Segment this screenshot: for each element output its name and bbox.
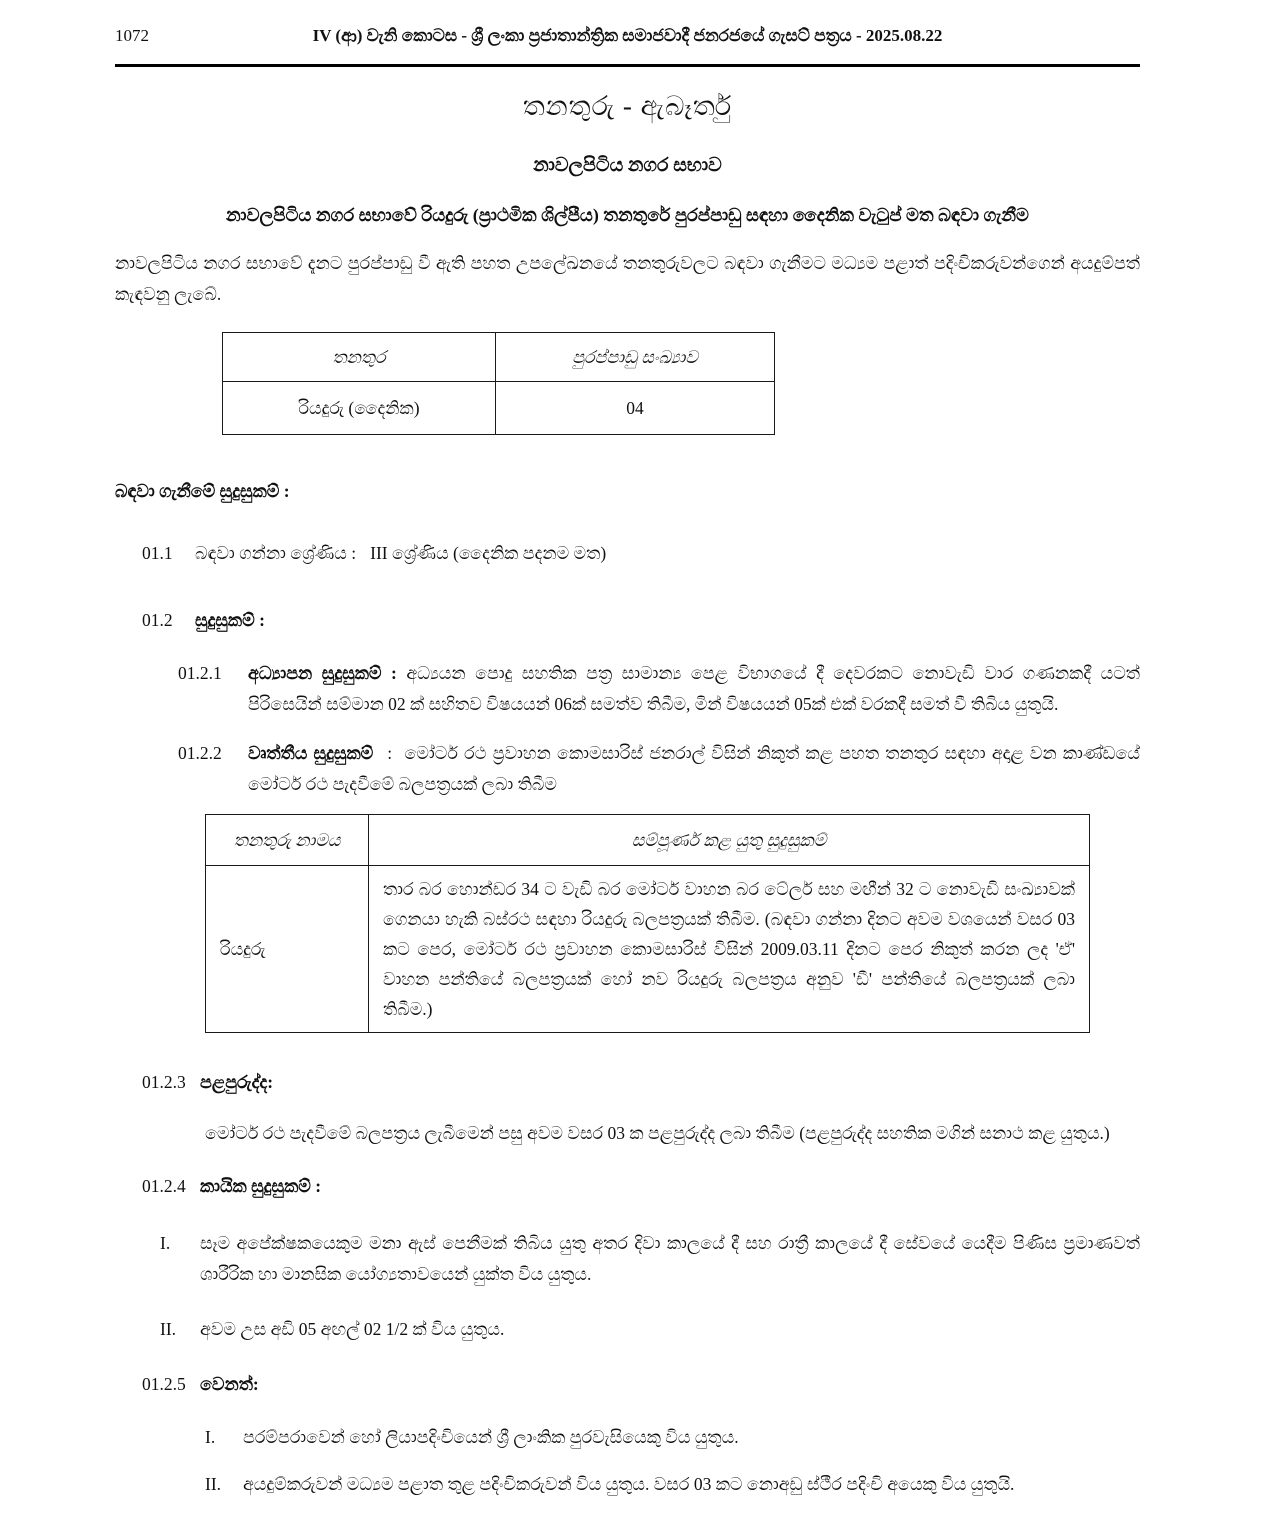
- education-text: අධ්‍යයන පොදු සහතික පත්‍ර සාමාන්‍ය පෙළ විභාගයේ දී දෙවරකට නොවැඩි වාර ගණනකදී යටත් පිරිසෙයින් සම්මාන 02 ක් සහිතව විෂයයන් 06ක් සමත්ව තිබීම, මින් විෂයයන් 05ක් එක් වරකදී සමත් වී තිබිය යුතුයි.: [248, 663, 1140, 714]
- item-text: සෑම අපේක්ෂකයෙකුම මනා ඇස් පෙනීමක් තිබිය යුතු අතර දිවා කාලයේ දී සහ රාත්‍රී කාලයේ දී සේවයේ යෙදීම පිණිස ප්‍රමාණවත් ශාරීරික හා මානසික යෝග්‍යතාවයෙන් යුක්ත විය යුතුය.: [200, 1233, 1140, 1284]
- physical-label: කායික සුදුසුකම් :: [200, 1176, 322, 1196]
- intro-paragraph: නාවලපිටිය නගර සභාවේ දැනට පුරප්පාඩු වී ඇති පහත උපලේඛනයේ තනතුරුවලට බඳවා ගැනීමට මධ්‍යම පළාත් පදිංචිකරුවන්ගෙන් අයදුම්පත් කැඳවනු ලැබේ.: [115, 253, 1140, 304]
- experience-text: මෝටර් රථ පැදවීමේ බලපත්‍රය ලැබීමෙන් පසු අවම වසර 03 ක පළපුරුද්ද ලබා තිබීම (පළපුරුද්ද සහතික මගින් සනාථ කළ යුතුය.): [205, 1123, 1110, 1143]
- vacancy-col-post: තනතුර: [223, 333, 496, 382]
- colon-separator: :: [387, 743, 393, 763]
- license-table-header-row: [206, 815, 1090, 866]
- license-col-post: තනතුරු නාමය: [206, 815, 369, 866]
- item-numeral: I.: [160, 1233, 171, 1253]
- council-name: නාවලපිටිය නගර සභාව: [533, 155, 722, 176]
- section-text: [195, 538, 1140, 569]
- vacancy-count-cell: 04: [496, 382, 775, 435]
- section-01-2: [142, 605, 1140, 636]
- physical-item-2: [160, 1314, 1140, 1345]
- item-text: පරම්පරාවෙන් හෝ ලියාපදිංචියෙන් ශ්‍රී ලාංකික පුරවැසියෙකු විය යුතුය.: [243, 1427, 739, 1447]
- vacancy-table-header-row: [223, 333, 775, 382]
- section-number: 01.2: [142, 610, 173, 630]
- vacancy-table: [222, 332, 775, 435]
- license-table: [205, 814, 1090, 1033]
- section-number: 01.2.5: [142, 1374, 186, 1394]
- grade-value: III ශ්‍රේණිය (දෛනික පදනම මත): [370, 543, 607, 563]
- vacancy-post-cell: රියදුරු (දෛනික): [223, 382, 496, 435]
- section-01-2-5: [142, 1369, 1140, 1400]
- education-label: අධ්‍යාපන සුදුසුකම් :: [248, 663, 397, 683]
- item-numeral: II.: [160, 1319, 177, 1339]
- page-number: 1072: [115, 26, 149, 45]
- page-header: [115, 26, 1140, 52]
- section-number: 01.2.2: [178, 743, 222, 763]
- table-row: [223, 382, 775, 435]
- license-post-cell: රියදුරු: [206, 866, 369, 1033]
- gazette-running-title: IV (ආ) වැනි කොටස - ශ්‍රී ලංකා ප්‍රජාතාන්ත්‍රික සමාජවාදී ජනරජයේ ගැසට් පත්‍රය - 2025.08.22: [312, 26, 943, 45]
- section-01-2-3: [142, 1067, 1140, 1098]
- section-01-2-1: [178, 658, 1140, 720]
- other-label: වෙනත්:: [200, 1374, 259, 1394]
- section-number: 01.2.1: [178, 663, 222, 683]
- vacancy-col-count: පුරප්පාඩු සංඛ්‍යාව: [496, 333, 775, 382]
- item-numeral: I.: [205, 1427, 216, 1447]
- page-title: තනතුරු - ඇබෑර්තු: [522, 91, 733, 121]
- other-item-2: [205, 1469, 1140, 1500]
- section-label: සුදුසුකම් :: [195, 610, 265, 630]
- section-01-1: [142, 538, 1140, 569]
- physical-item-1: [160, 1228, 1140, 1290]
- section-number: 01.2.3: [142, 1072, 186, 1092]
- header-rule: [115, 64, 1140, 67]
- section-01-2-2: [178, 738, 1140, 800]
- table-row: [206, 866, 1090, 1033]
- section-number: 01.1: [142, 543, 173, 563]
- item-text: අයදුම්කරුවන් මධ්‍යම පළාත තුළ පදිංචිකරුවන් විය යුතුය. වසර 03 කට නොඅඩු ස්ථීර පදිංචි අයෙකු විය යුතුයි.: [243, 1474, 1015, 1494]
- section-text: [248, 658, 1140, 720]
- license-req-cell: තාර බර හොන්ඩර 34 ට වැඩි බර මෝටර් වාහන බර ටේලර් සහ මඟීන් 32 ට නොවැඩි සංඛ්‍යාවක් ගෙනයා හැකි බස්රථ සඳහා රියදුරු බලපත්‍රයක් තිබීම. (බඳවා ගන්නා දිනට අවම වශයෙන් වසර 03 කට පෙර, මෝටර් රථ ප්‍රවාහන කොමසාරිස් විසින් 2009.03.11 දිනට පෙර නිකුත් කරන ලද 'ඒ' වාහන පන්තියේ බලපත්‍රයක් හෝ නව රියදුරු බලපත්‍රය අනුව 'ඩී' පන්තියේ බලපත්‍රයක් ලබා තිබීම.): [369, 866, 1090, 1033]
- professional-text: මෝටර් රථ ප්‍රවාහන කොමසාරිස් ජනරාල් විසින් නිකුත් කළ පහත තනතුර සඳහා අදාළ වන කාණ්ඩයේ මෝටර් රථ පැදවීමේ බලපත්‍රයක් ලබා තිබීම: [248, 743, 1140, 794]
- experience-label: පළපුරුද්ද:: [200, 1072, 274, 1092]
- other-item-1: [205, 1422, 1140, 1453]
- qualifications-heading: බඳවා ගැනීමේ සුදුසුකම් :: [115, 481, 290, 501]
- item-text: අවම උස අඩි 05 අඟල් 02 1/2 ක් විය යුතුය.: [200, 1319, 505, 1339]
- professional-label: වෘත්තීය සුදුසුකම්: [248, 743, 374, 763]
- license-col-req: සම්පූර්ණ කළ යුතු සුදුසුකම්: [369, 815, 1090, 866]
- item-numeral: II.: [205, 1474, 222, 1494]
- section-number: 01.2.4: [142, 1176, 186, 1196]
- grade-label: බඳවා ගන්නා ශ්‍රේණිය :: [195, 543, 357, 563]
- notice-title: නාවලපිටිය නගර සභාවේ රියදුරු (ප්‍රාථමික ශිල්පීය) තනතුරේ පුරප්පාඩු සඳහා දෛනික වැටුප් මත බඳවා ගැනීම: [226, 205, 1029, 225]
- section-01-2-4: [142, 1171, 1140, 1202]
- section-text: [248, 738, 1140, 800]
